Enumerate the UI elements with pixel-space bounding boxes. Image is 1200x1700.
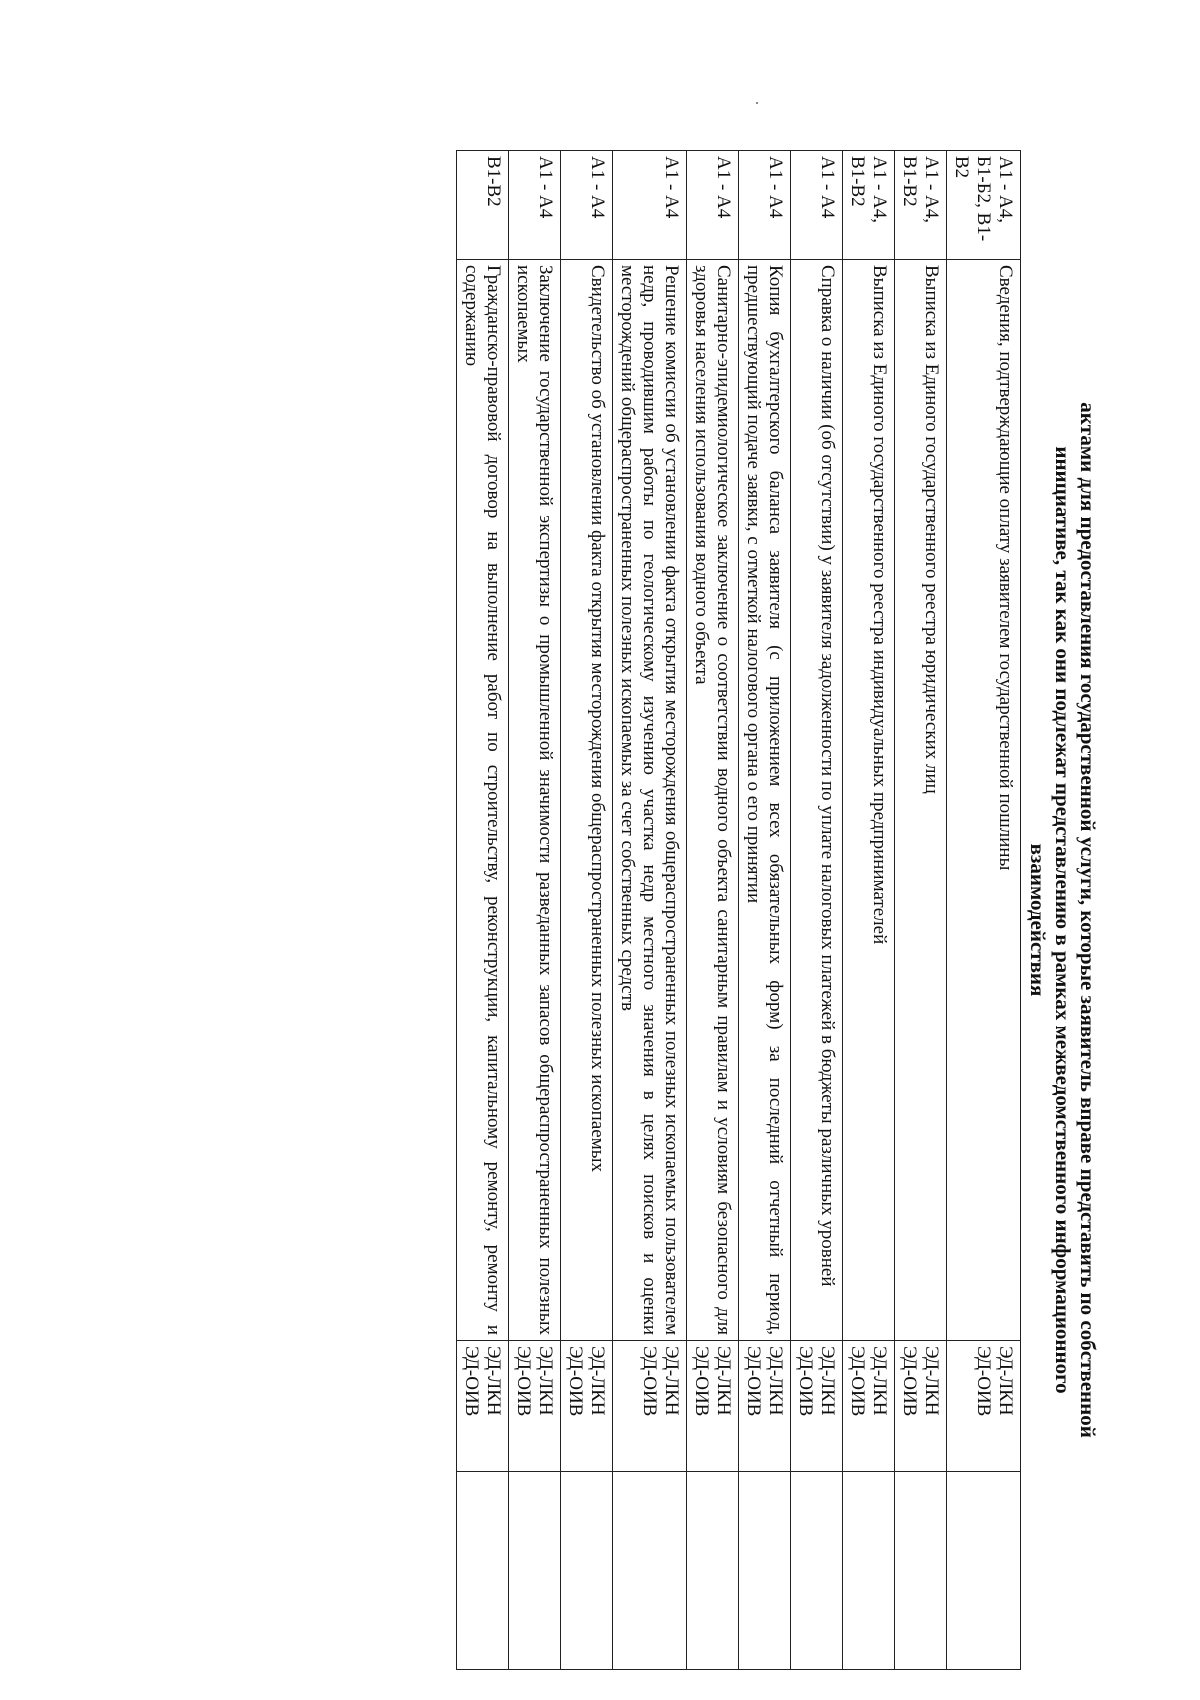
table-row: [687, 151, 739, 1670]
applicant-code-cell: А1 - А4: [613, 151, 687, 260]
table-row: [895, 151, 947, 1670]
applicant-code-cell: В1-В2: [457, 151, 509, 260]
document-form-oiv: ЭД-ОИВ: [899, 1346, 920, 1417]
document-form-cell: [843, 1341, 895, 1472]
empty-cell: [613, 1472, 687, 1670]
document-description-cell: Санитарно-эпидемиологическое заключение о соответствии водного объекта санитарным правилам и условиям безопасного для здоровья населения использования водного объекта: [687, 260, 739, 1341]
document-form-cell: [895, 1341, 947, 1472]
empty-cell: [791, 1472, 843, 1670]
document-description-cell: Заключение государственной экспертизы о промышленной значимости разведанных запасов общераспространенных полезных ископаемых: [509, 260, 561, 1341]
document-form-oiv: ЭД-ОИВ: [461, 1346, 482, 1417]
empty-cell: [895, 1472, 947, 1670]
heading-line-3: взаимодействия: [1026, 843, 1050, 997]
empty-cell: [947, 1472, 1021, 1670]
documents-table-body: [457, 151, 1021, 1670]
document-form-lkn: ЭД-ЛКН: [587, 1346, 608, 1416]
document-form-cell: [457, 1341, 509, 1472]
document-form-oiv: ЭД-ОИВ: [743, 1346, 764, 1417]
applicant-code-cell: А1 - А4, Б1-Б2, В1-В2: [947, 151, 1021, 260]
applicant-code-cell: А1 - А4: [739, 151, 791, 260]
document-form-oiv: ЭД-ОИВ: [973, 1346, 994, 1417]
table-row: [561, 151, 613, 1670]
table-row: [947, 151, 1021, 1670]
document-description-cell: Сведения, подтверждающие оплату заявителем государственной пошлины: [947, 260, 1021, 1341]
empty-cell: [687, 1472, 739, 1670]
table-heading: [1021, 140, 1100, 1700]
document-form-lkn: ЭД-ЛКН: [995, 1346, 1016, 1416]
empty-cell: [509, 1472, 561, 1670]
empty-cell: [739, 1472, 791, 1670]
table-row: [791, 151, 843, 1670]
document-form-cell: [561, 1341, 613, 1472]
empty-cell: [843, 1472, 895, 1670]
table-row: [457, 151, 509, 1670]
document-form-lkn: ЭД-ЛКН: [817, 1346, 838, 1416]
applicant-code-cell: А1 - А4: [687, 151, 739, 260]
table-row: [509, 151, 561, 1670]
applicant-code-cell: А1 - А4, В1-В2: [895, 151, 947, 260]
heading-line-2: инициативе, так как они подлежат представлению в рамках межведомственного информационного: [1051, 446, 1075, 1394]
document-form-oiv: ЭД-ОИВ: [847, 1346, 868, 1417]
documents-table: [456, 150, 1021, 1670]
document-form-oiv: ЭД-ОИВ: [691, 1346, 712, 1417]
document-form-lkn: ЭД-ЛКН: [535, 1346, 556, 1416]
document-form-lkn: ЭД-ЛКН: [869, 1346, 890, 1416]
document-form-oiv: ЭД-ОИВ: [565, 1346, 586, 1417]
document-form-cell: [687, 1341, 739, 1472]
rotated-page: [60, 140, 1100, 1700]
document-form-lkn: ЭД-ЛКН: [713, 1346, 734, 1416]
document-form-cell: [947, 1341, 1021, 1472]
applicant-code-cell: А1 - А4: [509, 151, 561, 260]
heading-line-1: актами для предоставления государственной услуги, которые заявитель вправе представить по собственной: [1076, 402, 1100, 1438]
document-form-cell: [791, 1341, 843, 1472]
applicant-code-cell: А1 - А4, В1-В2: [843, 151, 895, 260]
table-row: [843, 151, 895, 1670]
applicant-code-cell: А1 - А4: [791, 151, 843, 260]
table-row: [613, 151, 687, 1670]
document-description-cell: Свидетельство об установлении факта открытия месторождения общераспространенных полезных ископаемых: [561, 260, 613, 1341]
empty-cell: [457, 1472, 509, 1670]
document-description-cell: Выписка из Единого государственного реестра индивидуальных предпринимателей: [843, 260, 895, 1341]
document-form-lkn: ЭД-ЛКН: [921, 1346, 942, 1416]
scan-speck: [756, 102, 758, 104]
document-form-cell: [613, 1341, 687, 1472]
applicant-code-cell: А1 - А4: [561, 151, 613, 260]
document-description-cell: Копия бухгалтерского баланса заявителя (с приложением всех обязательных форм) за последний отчетный период, предшествующий подаче заявки, с отметкой налогового органа о его принятии: [739, 260, 791, 1341]
document-description-cell: Гражданско-правовой договор на выполнение работ по строительству, реконструкции, капитальному ремонту, ремонту и содержанию: [457, 260, 509, 1341]
document-description-cell: Решение комиссии об установлении факта открытия месторождения общераспространенных полезных ископаемых пользователем недр, проводившим работы по геологическому изучению участка недр местного значения в целях поисков и оценки месторождений общераспространенных полезных ископаемых за счет собственных средств: [613, 260, 687, 1341]
empty-cell: [561, 1472, 613, 1670]
document-form-cell: [509, 1341, 561, 1472]
document-description-cell: Выписка из Единого государственного реестра юридических лиц: [895, 260, 947, 1341]
document-form-lkn: ЭД-ЛКН: [765, 1346, 786, 1416]
document-form-lkn: ЭД-ЛКН: [483, 1346, 504, 1416]
document-form-oiv: ЭД-ОИВ: [795, 1346, 816, 1417]
document-form-oiv: ЭД-ОИВ: [639, 1346, 660, 1417]
table-row: [739, 151, 791, 1670]
document-form-cell: [739, 1341, 791, 1472]
document-description-cell: Справка о наличии (об отсутствии) у заявителя задолженности по уплате налоговых платежей в бюджеты различных уровней: [791, 260, 843, 1341]
document-form-lkn: ЭД-ЛКН: [661, 1346, 682, 1416]
document-form-oiv: ЭД-ОИВ: [513, 1346, 534, 1417]
